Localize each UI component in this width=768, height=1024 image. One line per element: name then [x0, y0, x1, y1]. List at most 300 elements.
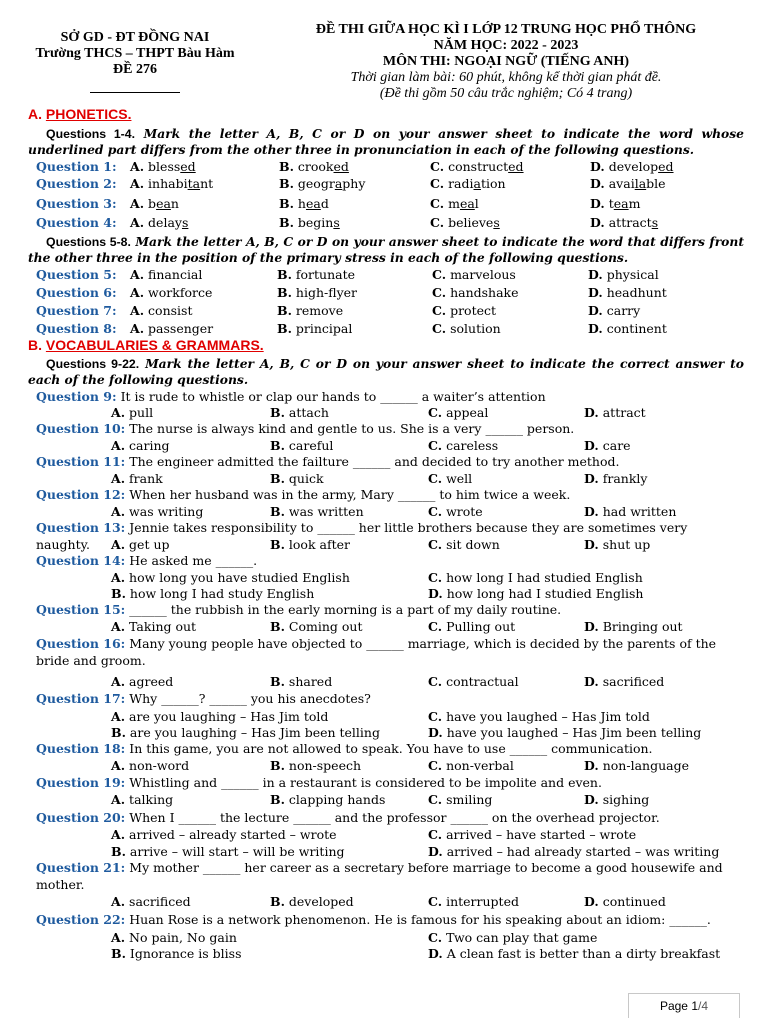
- answer-option: [111, 471, 163, 486]
- option-text: smiling: [446, 792, 493, 807]
- option-letter: A.: [111, 709, 126, 724]
- option-text: solution: [450, 321, 501, 336]
- option-text: passenger: [148, 321, 214, 336]
- answer-option: [270, 758, 361, 773]
- option-text: Ignorance is bliss: [129, 946, 242, 961]
- answer-option: [111, 570, 350, 585]
- option-text: developed: [288, 894, 354, 909]
- question-number: Question 4:: [36, 215, 117, 230]
- question-number: Question 9:: [36, 389, 117, 404]
- answer-option: [432, 321, 501, 336]
- underlined-part: s: [181, 215, 189, 230]
- answer-option: [430, 196, 479, 211]
- question-number: Question 3:: [36, 196, 117, 211]
- option-letter: B.: [277, 303, 292, 318]
- question-row: [0, 159, 768, 176]
- question-number: Question 16:: [36, 636, 126, 651]
- answer-option: [130, 215, 188, 230]
- question-row: [0, 215, 768, 232]
- option-text-end: l: [474, 196, 479, 211]
- underlined-part: a: [473, 176, 481, 191]
- answer-option: [130, 321, 213, 336]
- underlined-part: ea: [459, 196, 475, 211]
- option-text: arrived – already started – wrote: [129, 827, 337, 842]
- option-letter: C.: [428, 792, 443, 807]
- option-text-start: bless: [148, 159, 181, 174]
- answer-option: [430, 176, 506, 191]
- option-text: have you laughed – Has Jim told: [446, 709, 650, 724]
- answer-option: [111, 405, 153, 420]
- option-letter: C.: [428, 570, 443, 585]
- option-letter: C.: [428, 930, 443, 945]
- answer-option: [428, 725, 701, 740]
- question-row: [0, 176, 768, 193]
- section-a-letter: A.: [28, 106, 42, 122]
- option-text-start: inhabi: [148, 176, 188, 191]
- question-text: When I ______ the lecture ______ and the professor ______ on the overhead projector.: [129, 810, 660, 825]
- option-letter: D.: [590, 176, 605, 191]
- option-text-end: d: [320, 196, 329, 211]
- section-b-title: VOCABULARIES & GRAMMARS.: [45, 337, 264, 353]
- question-stem: [36, 912, 744, 929]
- question-number: Question 6:: [36, 285, 117, 300]
- option-text: sacrificed: [602, 674, 665, 689]
- option-text-start: radi: [448, 176, 474, 191]
- option-text: financial: [148, 267, 203, 282]
- option-text-start: b: [148, 196, 157, 211]
- option-letter: B.: [270, 758, 285, 773]
- option-letter: A.: [111, 894, 126, 909]
- option-text: have you laughed – Has Jim been telling: [446, 725, 702, 740]
- option-letter: A.: [111, 438, 126, 453]
- answer-option: [584, 619, 683, 634]
- option-text: how long you have studied English: [129, 570, 350, 585]
- option-letter: D.: [584, 894, 599, 909]
- answer-option: [277, 303, 343, 318]
- option-text: shared: [288, 674, 333, 689]
- question-text: Whistling and ______ in a restaurant is considered to be impolite and even.: [129, 775, 602, 790]
- question-text: Jennie takes responsibility to ______ her little brothers because they are sometimes very naughty.: [36, 520, 688, 552]
- answer-option: [430, 159, 524, 174]
- option-text-end: phy: [342, 176, 366, 191]
- option-letter: A.: [130, 159, 145, 174]
- option-letter: A.: [111, 792, 126, 807]
- option-letter: B.: [277, 321, 292, 336]
- option-letter: A.: [130, 321, 145, 336]
- option-letter: D.: [584, 438, 599, 453]
- option-text: Coming out: [288, 619, 363, 634]
- instruction-lead: Questions 1-4.: [46, 127, 136, 141]
- question-number: Question 10:: [36, 421, 126, 436]
- option-text-start: construct: [448, 159, 509, 174]
- option-text: protect: [450, 303, 497, 318]
- question-text: ______ the rubbish in the early morning is a part of my daily routine.: [129, 602, 562, 617]
- answer-option: [279, 215, 340, 230]
- answer-option: [270, 619, 362, 634]
- option-text-start: begin: [297, 215, 334, 230]
- answer-option: [270, 504, 364, 519]
- school-year: NĂM HỌC: 2022 - 2023: [433, 38, 579, 53]
- option-text: get up: [129, 537, 170, 552]
- option-letter: D.: [590, 196, 605, 211]
- answer-option: [130, 159, 196, 174]
- answer-option: [588, 321, 667, 336]
- question-number: Question 8:: [36, 321, 117, 336]
- option-letter: A.: [130, 196, 145, 211]
- option-letter: C.: [428, 894, 443, 909]
- question-stem: [36, 553, 744, 570]
- instruction-text: Mark the letter A, B, C or D on your answer sheet to indicate the word whose underlined part differs from the other three in pronunciation in each of the following questions.: [28, 126, 744, 157]
- instruction-text: Mark the letter A, B, C or D on your answer sheet to indicate the correct answer to each of the following questions.: [28, 356, 745, 387]
- option-text: No pain, No gain: [129, 930, 237, 945]
- answer-option: [588, 303, 640, 318]
- exam-header: [272, 22, 740, 102]
- underlined-part: ea: [305, 196, 321, 211]
- answer-option: [270, 438, 333, 453]
- option-letter: D.: [584, 504, 599, 519]
- option-text: are you laughing – Has Jim told: [129, 709, 329, 724]
- option-letter: C.: [430, 215, 445, 230]
- answer-option: [111, 586, 314, 601]
- option-letter: D.: [584, 471, 599, 486]
- underlined-part: s: [333, 215, 340, 230]
- answer-option: [111, 438, 170, 453]
- option-text: frankly: [602, 471, 648, 486]
- option-letter: A.: [130, 267, 145, 282]
- question-stem: [36, 741, 744, 758]
- exam-title: ĐỀ THI GIỮA HỌC KÌ I LỚP 12 TRUNG HỌC PHỔ THÔNG: [315, 22, 697, 37]
- answer-option: [277, 285, 357, 300]
- answer-option: [270, 674, 332, 689]
- option-letter: C.: [432, 303, 447, 318]
- option-letter: A.: [111, 619, 126, 634]
- answer-option: [428, 570, 643, 585]
- option-letter: C.: [430, 159, 445, 174]
- question-stem: [36, 636, 744, 669]
- answer-option: [428, 930, 597, 945]
- option-text: arrived – had already started – was writing: [446, 844, 720, 859]
- option-text: clapping hands: [288, 792, 386, 807]
- option-letter: C.: [428, 674, 443, 689]
- option-text: care: [602, 438, 631, 453]
- answer-option: [277, 321, 352, 336]
- question-number: Question 13:: [36, 520, 126, 535]
- question-stem: [36, 775, 744, 792]
- answer-option: [130, 303, 192, 318]
- answer-option: [588, 267, 659, 282]
- answer-option: [428, 537, 500, 552]
- answer-option: [111, 758, 189, 773]
- option-letter: A.: [111, 405, 126, 420]
- section-a-heading: [28, 106, 131, 122]
- question-text: Huan Rose is a network phenomenon. He is famous for his speaking about an idiom: ______.: [129, 912, 711, 927]
- answer-option: [584, 405, 646, 420]
- option-text: attract: [602, 405, 646, 420]
- option-letter: D.: [584, 405, 599, 420]
- answer-option: [111, 504, 203, 519]
- option-letter: B.: [277, 267, 292, 282]
- page-total: 4: [701, 999, 709, 1013]
- option-letter: D.: [428, 586, 443, 601]
- answer-option: [584, 792, 649, 807]
- option-letter: B.: [279, 196, 294, 211]
- answer-option: [130, 285, 212, 300]
- option-text: look after: [288, 537, 350, 552]
- question-number: Question 11:: [36, 454, 126, 469]
- underlined-part: ed: [658, 159, 674, 174]
- option-text-start: attract: [608, 215, 652, 230]
- option-letter: C.: [432, 267, 447, 282]
- option-text: high-flyer: [295, 285, 358, 300]
- option-letter: A.: [111, 537, 126, 552]
- question-stem: [36, 389, 744, 406]
- option-letter: D.: [428, 946, 443, 961]
- answer-option: [130, 196, 179, 211]
- question-text: When her husband was in the army, Mary ______ to him twice a week.: [129, 487, 571, 502]
- option-text: non-language: [602, 758, 689, 773]
- option-letter: A.: [111, 827, 126, 842]
- option-letter: B.: [270, 894, 285, 909]
- page-label: Page: [659, 999, 688, 1013]
- underlined-part: ea: [156, 196, 171, 211]
- instruction-q5-8: [28, 234, 744, 266]
- option-letter: D.: [428, 725, 443, 740]
- option-letter: C.: [432, 321, 447, 336]
- option-letter: B.: [279, 215, 294, 230]
- option-text: careless: [446, 438, 499, 453]
- option-text-end: nt: [200, 176, 214, 191]
- question-stem: [36, 454, 744, 471]
- option-letter: C.: [428, 504, 443, 519]
- option-letter: B.: [279, 159, 294, 174]
- option-text: Two can play that game: [446, 930, 598, 945]
- answer-option: [432, 303, 496, 318]
- school-name: Trường THCS – THPT Bàu Hàm: [35, 46, 235, 61]
- question-row: [0, 267, 768, 284]
- option-letter: D.: [588, 303, 603, 318]
- option-letter: D.: [584, 537, 599, 552]
- underlined-part: ta: [187, 176, 201, 191]
- question-row: [0, 196, 768, 213]
- answer-option: [111, 709, 328, 724]
- option-text: non-speech: [288, 758, 362, 773]
- underlined-part: ed: [180, 159, 196, 174]
- department-name: SỞ GD - ĐT ĐỒNG NAI: [60, 30, 210, 45]
- option-letter: A.: [111, 758, 126, 773]
- question-text: Many young people have objected to ______ marriage, which is decided by the parents of the bride and groom.: [36, 636, 717, 668]
- option-letter: C.: [432, 285, 447, 300]
- answer-option: [584, 504, 676, 519]
- option-text: continued: [602, 894, 666, 909]
- question-number: Question 12:: [36, 487, 126, 502]
- option-letter: B.: [111, 586, 126, 601]
- answer-option: [428, 894, 519, 909]
- option-letter: B.: [277, 285, 292, 300]
- option-text: workforce: [148, 285, 213, 300]
- option-text: caring: [129, 438, 170, 453]
- option-text: sacrificed: [129, 894, 191, 909]
- answer-option: [428, 405, 488, 420]
- option-text: appeal: [446, 405, 489, 420]
- answer-option: [270, 792, 385, 807]
- option-letter: C.: [428, 827, 443, 842]
- option-text: non-word: [129, 758, 190, 773]
- option-letter: C.: [428, 758, 443, 773]
- section-a-title: PHONETICS.: [45, 106, 132, 122]
- option-text-end: tion: [480, 176, 506, 191]
- answer-option: [428, 586, 643, 601]
- answer-option: [584, 894, 666, 909]
- answer-option: [277, 267, 355, 282]
- answer-option: [590, 176, 666, 191]
- answer-option: [428, 827, 636, 842]
- option-text-start: develop: [608, 159, 659, 174]
- answer-option: [111, 844, 345, 859]
- option-text: how long I had studied English: [446, 570, 643, 585]
- answer-option: [130, 267, 202, 282]
- option-text: was writing: [129, 504, 204, 519]
- option-letter: B.: [270, 438, 285, 453]
- question-text: My mother ______ her career as a secretary before marriage to become a good housewife and mother.: [36, 860, 723, 892]
- answer-option: [111, 946, 242, 961]
- answer-option: [428, 674, 519, 689]
- option-text-start: avai: [608, 176, 635, 191]
- question-stem: [36, 421, 744, 438]
- option-letter: C.: [430, 176, 445, 191]
- option-text-start: t: [608, 196, 614, 211]
- answer-option: [270, 894, 354, 909]
- exam-code: ĐỀ 276: [113, 62, 157, 77]
- option-text-start: delay: [148, 215, 182, 230]
- answer-option: [111, 619, 196, 634]
- answer-option: [111, 894, 191, 909]
- option-text: had written: [602, 504, 677, 519]
- answer-option: [584, 438, 631, 453]
- option-letter: C.: [428, 537, 443, 552]
- option-letter: C.: [428, 709, 443, 724]
- option-text-end: ble: [646, 176, 666, 191]
- instruction-text: Mark the letter A, B, C or D on your answer sheet to indicate the word that differs front the other three in the position of the primary stress in each of the following questions.: [28, 234, 744, 265]
- header-divider: [90, 92, 180, 93]
- option-text-start: crook: [297, 159, 334, 174]
- question-stem: [36, 691, 744, 708]
- option-letter: A.: [130, 285, 145, 300]
- option-text-start: m: [448, 196, 460, 211]
- question-row: [0, 321, 768, 338]
- option-letter: B.: [270, 504, 285, 519]
- option-letter: C.: [430, 196, 445, 211]
- option-letter: C.: [428, 405, 443, 420]
- instruction-lead: Questions 5-8.: [46, 235, 131, 249]
- option-letter: D.: [590, 159, 605, 174]
- page-footer: [628, 993, 740, 1018]
- option-text: consist: [148, 303, 193, 318]
- option-text: how long I had study English: [129, 586, 315, 601]
- option-text: careful: [288, 438, 334, 453]
- option-letter: A.: [111, 570, 126, 585]
- answer-option: [584, 674, 664, 689]
- answer-option: [428, 504, 483, 519]
- underlined-part: a: [334, 176, 343, 191]
- answer-option: [279, 159, 349, 174]
- exam-time: Thời gian làm bài: 60 phút, không kể thời gian phát đề.: [350, 70, 662, 85]
- option-letter: B.: [270, 405, 285, 420]
- answer-option: [279, 176, 365, 191]
- option-text: Taking out: [129, 619, 197, 634]
- question-text: It is rude to whistle or clap our hands to ______ a waiter’s attention: [120, 389, 546, 404]
- underlined-part: ea: [613, 196, 629, 211]
- answer-option: [590, 196, 640, 211]
- instruction-q1-4: [28, 126, 744, 158]
- option-text: sighing: [602, 792, 650, 807]
- section-b-heading: [28, 337, 264, 353]
- answer-option: [428, 792, 492, 807]
- option-text-end: n: [170, 196, 179, 211]
- answer-option: [428, 709, 650, 724]
- answer-option: [430, 215, 500, 230]
- option-text: shut up: [602, 537, 651, 552]
- answer-option: [270, 471, 324, 486]
- answer-option: [428, 619, 515, 634]
- answer-option: [590, 159, 674, 174]
- option-text: quick: [288, 471, 324, 486]
- option-letter: B.: [111, 946, 126, 961]
- option-letter: B.: [279, 176, 294, 191]
- question-stem: [36, 810, 744, 827]
- option-letter: B.: [270, 792, 285, 807]
- answer-option: [111, 725, 380, 740]
- option-text: attach: [288, 405, 329, 420]
- option-letter: B.: [270, 674, 285, 689]
- answer-option: [130, 176, 213, 191]
- option-text: well: [446, 471, 473, 486]
- underlined-part: s: [493, 215, 500, 230]
- question-text: The nurse is always kind and gentle to us. She is a very ______ person.: [129, 421, 575, 436]
- page-separator: /: [698, 999, 702, 1013]
- option-text: arrived – have started – wrote: [446, 827, 637, 842]
- answer-option: [584, 537, 650, 552]
- option-letter: C.: [428, 471, 443, 486]
- option-text-end: m: [628, 196, 641, 211]
- question-number: Question 5:: [36, 267, 117, 282]
- exam-note: (Đề thi gồm 50 câu trắc nghiệm; Có 4 trang): [379, 86, 633, 101]
- answer-option: [111, 792, 173, 807]
- option-text: continent: [606, 321, 667, 336]
- question-row: [0, 285, 768, 302]
- option-text: how long had I studied English: [446, 586, 644, 601]
- answer-option: [428, 844, 719, 859]
- option-letter: B.: [270, 537, 285, 552]
- option-text: are you laughing – Has Jim been telling: [129, 725, 380, 740]
- answer-option: [428, 946, 720, 961]
- answer-option: [584, 471, 647, 486]
- answer-option: [279, 196, 329, 211]
- instruction-lead: Questions 9-22.: [46, 357, 140, 371]
- option-text: contractual: [446, 674, 519, 689]
- answer-option: [111, 827, 337, 842]
- question-text: In this game, you are not allowed to speak. You have to use ______ communication.: [129, 741, 653, 756]
- underlined-part: ed: [508, 159, 524, 174]
- option-text-start: believe: [448, 215, 494, 230]
- question-number: Question 18:: [36, 741, 126, 756]
- answer-option: [432, 267, 516, 282]
- option-text: handshake: [450, 285, 519, 300]
- option-letter: D.: [584, 674, 599, 689]
- instruction-q9-22: [28, 356, 744, 388]
- option-text: talking: [129, 792, 174, 807]
- option-letter: D.: [590, 215, 605, 230]
- answer-option: [432, 285, 519, 300]
